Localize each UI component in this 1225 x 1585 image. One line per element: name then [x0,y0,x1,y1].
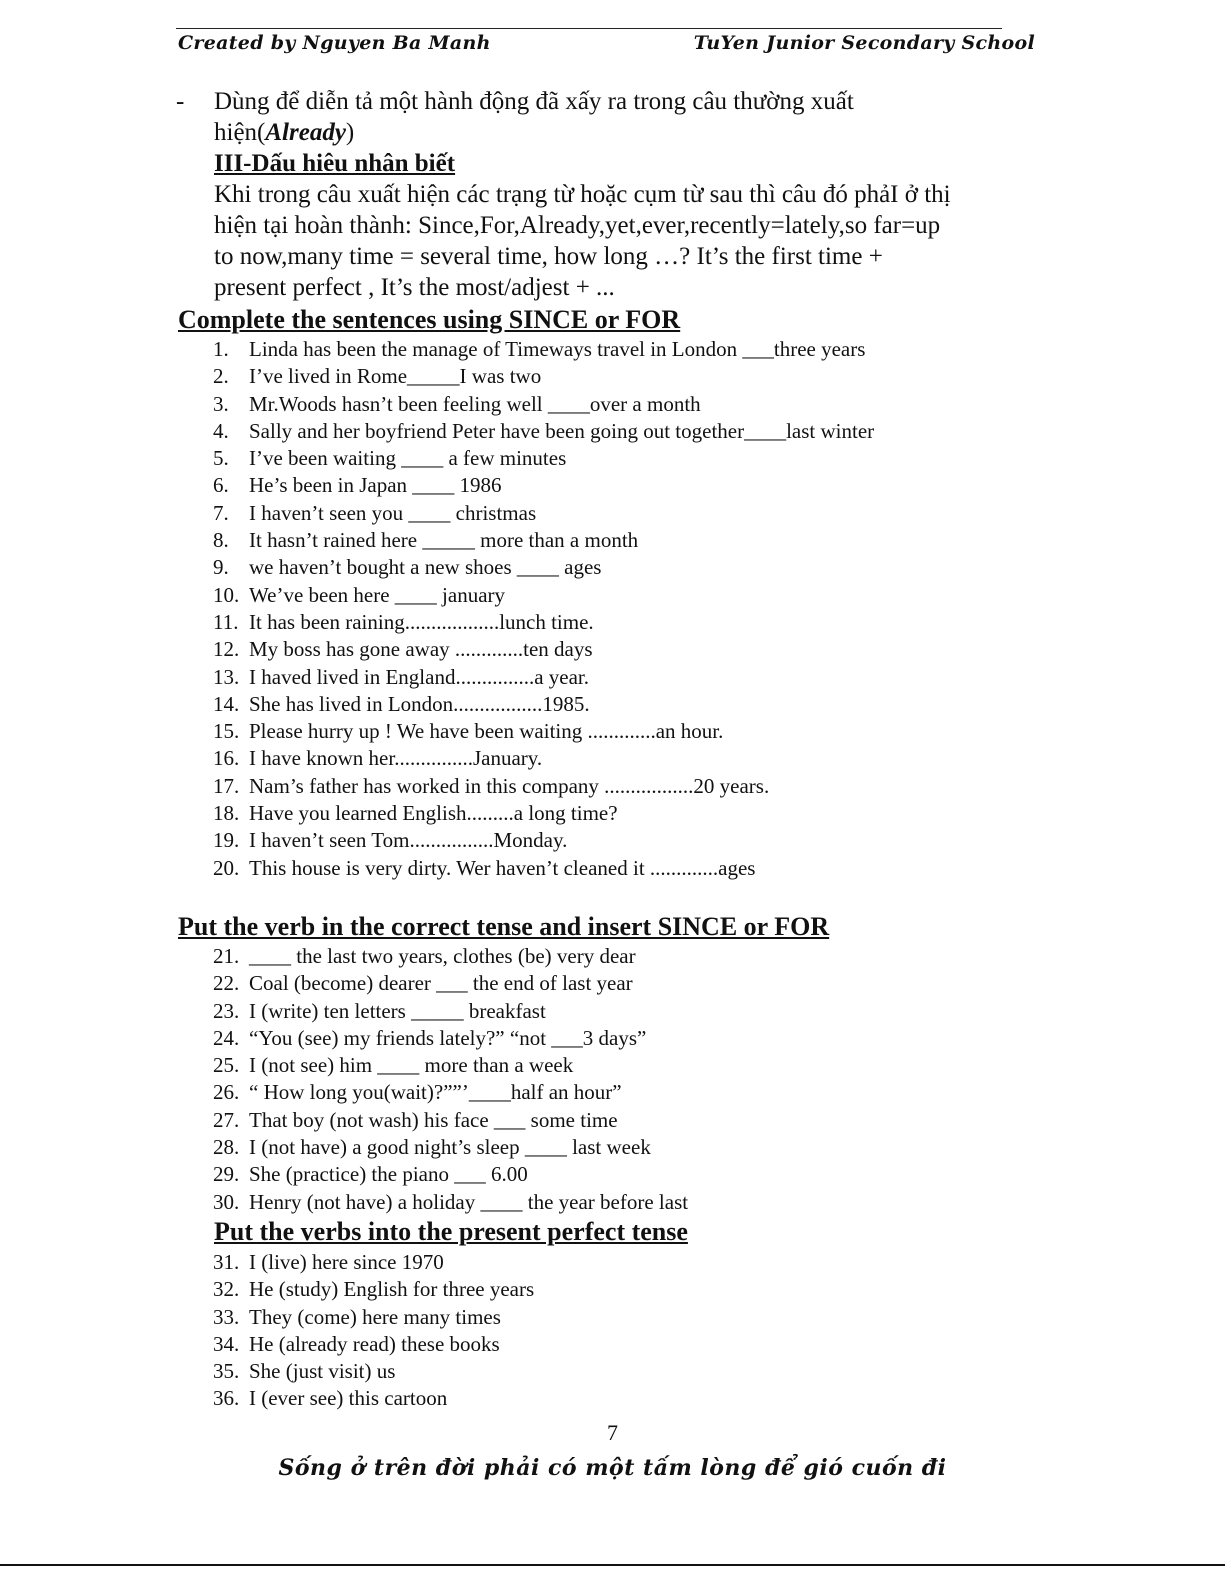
item-number: 15. [213,719,240,744]
item-number: 28. [213,1135,240,1160]
item-text: She (practice) the piano ___ 6.00 [249,1162,528,1187]
item-number: 21. [213,944,240,968]
exercise-item [213,472,874,499]
item-text: we haven’t bought a new shoes ____ ages [249,555,602,580]
item-text: I (not have) a good night’s sleep ____ last week [249,1135,651,1160]
item-number: 14. [213,691,240,716]
item-number: 25. [213,1053,240,1078]
item-text: She (just visit) us [249,1359,396,1384]
item-text: She has lived in London.................1985. [249,691,590,716]
bullet-dash: - [176,88,185,115]
item-text: I haven’t seen you ____ christmas [249,500,537,525]
exercise-item [213,855,874,882]
item-number: 20. [213,855,240,880]
exercise-item [213,445,874,472]
exercise-item [213,391,874,418]
item-text: I have known her...............January. [249,746,543,771]
item-number: 26. [213,1080,240,1105]
item-text: I’ve been waiting ____ a few minutes [249,446,567,471]
item-text: I (not see) him ____ more than a week [249,1053,574,1078]
item-number: 18. [213,801,240,826]
exercise-item [213,1025,688,1052]
signs-paragraph-line-3: to now,many time = several time, how long …? It’s the first time + [214,243,883,270]
item-number: 11. [213,609,239,634]
signs-heading: III-Dấu hiêu nhân biết [214,150,456,177]
exercise-item [213,943,688,970]
exercise-item [213,691,874,718]
item-number: 10. [213,582,240,607]
exercise-list-2 [213,943,688,1216]
header-rule [176,28,1002,29]
item-text: ____ the last two years, clothes (be) very dear [249,944,636,968]
exercise-item [213,1189,688,1216]
item-number: 6. [213,473,229,498]
exercise-item [213,1134,688,1161]
item-text: I haved lived in England...............a year. [249,664,589,689]
exercise-list-1 [213,336,874,882]
item-number: 4. [213,418,229,443]
item-number: 23. [213,998,240,1023]
exercise-item [213,664,874,691]
intro-line-2: hiện(Already) [214,119,355,146]
intro-line-1: Dùng để diễn tả một hành động đã xấy ra trong câu thường xuất [214,88,854,115]
item-number: 5. [213,446,229,471]
exercise-item [213,1161,688,1188]
bottom-rule [0,1564,1225,1566]
exercise-item [213,1107,688,1134]
signs-paragraph-line-4: present perfect , It’s the most/adjest + ... [214,274,615,301]
exercise-item [213,609,874,636]
exercise-list-3 [213,1249,534,1413]
item-text: Henry (not have) a holiday ____ the year before last [249,1189,689,1214]
item-text: He’s been in Japan ____ 1986 [249,473,502,498]
item-text: I haven’t seen Tom................Monday. [249,828,568,853]
intro-block [176,86,1056,303]
item-text: Nam’s father has worked in this company .................20 years. [249,773,770,798]
item-number: 16. [213,746,240,771]
item-text: They (come) here many times [249,1304,501,1329]
exercise-item [213,500,874,527]
item-number: 7. [213,500,229,525]
item-number: 8. [213,528,229,553]
item-text: He (study) English for three years [249,1277,535,1302]
item-text: Please hurry up ! We have been waiting .............an hour. [249,719,724,744]
section-title-verb-tense: Put the verb in the correct tense and insert SINCE or FOR [178,912,830,941]
exercise-item [213,1358,534,1385]
item-number: 2. [213,364,229,389]
item-text: We’ve been here ____ january [249,582,506,607]
exercise-item [213,827,874,854]
exercise-item [213,970,688,997]
section-title-since-for: Complete the sentences using SINCE or FOR [178,305,681,334]
exercise-item [213,800,874,827]
item-number: 1. [213,337,229,361]
item-number: 29. [213,1162,240,1187]
exercise-item [213,1304,534,1331]
item-number: 13. [213,664,240,689]
item-number: 19. [213,828,240,853]
item-text: Have you learned English.........a long time? [249,801,618,826]
item-text: He (already read) these books [249,1331,500,1356]
item-number: 12. [213,637,240,662]
footer-quote: Sống ở trên đời phải có một tấm lòng để gió cuốn đi [278,1455,947,1481]
exercise-item [213,1276,534,1303]
exercise-item [213,418,874,445]
exercise-item [213,773,874,800]
item-text: This house is very dirty. Wer haven’t cleaned it .............ages [249,855,756,880]
item-text: Coal (become) dearer ___ the end of last year [249,971,633,996]
header-school: TuYen Junior Secondary School [693,32,1035,54]
item-number: 27. [213,1107,240,1132]
exercise-item [213,582,874,609]
item-number: 17. [213,773,240,798]
exercise-item [213,363,874,390]
signs-paragraph-line-2: hiện tại hoàn thành: Since,For,Already,yet,ever,recently=lately,so far=up [214,212,941,239]
exercise-item [213,1052,688,1079]
exercise-item [213,1079,688,1106]
item-number: 36. [213,1386,240,1411]
item-number: 31. [213,1250,240,1274]
item-text: “ How long you(wait)?””’____half an hour” [249,1080,622,1105]
item-text: I (live) here since 1970 [249,1250,444,1274]
item-text: Linda has been the manage of Timeways travel in London ___three years [249,337,866,361]
exercise-item [213,998,688,1025]
item-number: 32. [213,1277,240,1302]
header-author: Created by Nguyen Ba Manh [178,32,491,54]
item-text: Mr.Woods hasn’t been feeling well ____over a month [249,391,701,416]
exercise-item [213,745,874,772]
exercise-item [213,336,874,363]
already-emphasis: Already [265,119,346,146]
item-number: 34. [213,1331,240,1356]
section-title-present-perfect: Put the verbs into the present perfect tense [214,1217,688,1246]
item-number: 9. [213,555,229,580]
item-text: It has been raining..................lunch time. [249,609,594,634]
item-text: I’ve lived in Rome_____I was two [249,364,542,389]
item-text: I (write) ten letters _____ breakfast [249,998,546,1023]
item-number: 35. [213,1359,240,1384]
exercise-item [213,1331,534,1358]
page-number: 7 [607,1420,618,1445]
signs-paragraph-line-1: Khi trong câu xuất hiện các trạng từ hoặc cụm từ sau thì câu đó phảI ở thị [214,181,951,208]
item-number: 22. [213,971,240,996]
exercise-item [213,554,874,581]
exercise-item [213,1249,534,1276]
item-text: That boy (not wash) his face ___ some time [249,1107,618,1132]
item-text: My boss has gone away .............ten days [249,637,593,662]
item-number: 24. [213,1025,240,1050]
exercise-item [213,1385,534,1412]
exercise-item [213,527,874,554]
exercise-item [213,718,874,745]
item-text: It hasn’t rained here _____ more than a month [249,528,639,553]
item-text: “You (see) my friends lately?” “not ___3 days” [249,1025,647,1050]
item-text: I (ever see) this cartoon [249,1386,448,1411]
item-number: 30. [213,1189,240,1214]
exercise-item [213,636,874,663]
item-number: 3. [213,391,229,416]
item-number: 33. [213,1304,240,1329]
item-text: Sally and her boyfriend Peter have been going out together____last winter [249,418,875,443]
